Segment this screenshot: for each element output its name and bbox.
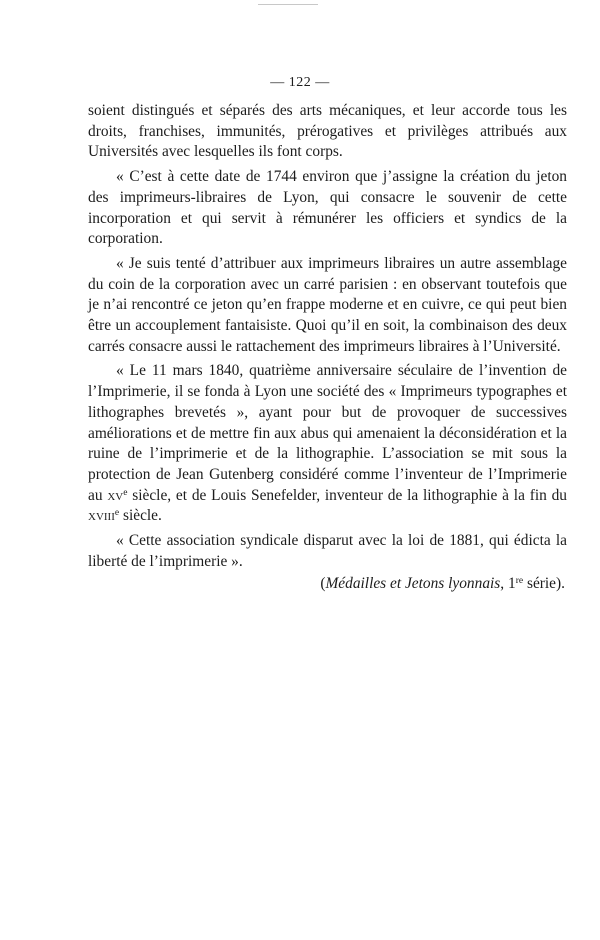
paragraph-4-part-1: « Le 11 mars 1840, quatrième anniversaire séculaire de l’invention de l’Imprimerie, il se fonda à Lyon une société des « Imprimeurs typographes et lithographes brevetés », ayant pour but de provoquer de successives améliorations et de mettre fin aux abus qui amenaient la déconsidération et la ruine de l’imprimerie et de la lithographie. L’association se mit sous la protection de Jean Gutenberg considéré comme l’inventeur de l’Imprimerie au bbox=[88, 362, 567, 504]
paragraph-4-part-3: siècle. bbox=[119, 507, 162, 525]
citation-title: Médailles et Jetons lyonnais bbox=[325, 575, 501, 593]
century-xviii: xviii bbox=[88, 507, 115, 525]
page-number: — 122 — bbox=[270, 75, 330, 90]
century-xviii-sup: e bbox=[114, 507, 120, 519]
paragraph-2: « C’est à cette date de 1744 environ que j’assigne la création du jeton des imprimeurs-libraires de Lyon, qui consacre le souvenir de cette incorporation et qui servit à rémunérer les officiers et syndics de la corporation. bbox=[88, 168, 567, 248]
century-xv-sup: e bbox=[123, 486, 128, 498]
citation-close: ). bbox=[556, 575, 565, 593]
scan-mark bbox=[258, 4, 318, 5]
century-xv: xv bbox=[107, 486, 124, 504]
body-text bbox=[88, 101, 567, 595]
paragraph-3: « Je suis tenté d’attribuer aux imprimeurs libraires un autre assemblage du coin de la corporation avec un carré parisien : en observant toutefois que je n’ai rencontré ce jeton qu’en frappe moderne et en cuivre, ce qui peut bien être un accouplement fantaisiste. Quoi qu’il en soit, la combinaison des deux carrés consacre aussi le rattachement des imprimeurs libraires à l’Université. bbox=[88, 254, 567, 355]
paragraph-5: « Cette association syndicale disparut avec la loi de 1881, qui édicta la liberté de l’imprimerie ». bbox=[88, 532, 567, 570]
source-citation bbox=[88, 574, 567, 595]
paragraph-4 bbox=[88, 361, 567, 527]
paragraph-4-part-2: siècle, et de Louis Senefelder, inventeur de la lithographie à la fin du bbox=[127, 486, 567, 504]
citation-open: ( bbox=[320, 575, 326, 593]
citation-series-word: série bbox=[523, 575, 557, 593]
paragraph-1: soient distingués et séparés des arts mécaniques, et leur accorde tous les droits, franchises, immunités, prérogatives et privilèges attribués aux Universités avec lesquelles ils font corps. bbox=[88, 102, 567, 161]
citation-series-num: 1 bbox=[508, 575, 516, 593]
citation-series-sup: re bbox=[515, 575, 524, 587]
citation-sep: , bbox=[500, 575, 508, 593]
